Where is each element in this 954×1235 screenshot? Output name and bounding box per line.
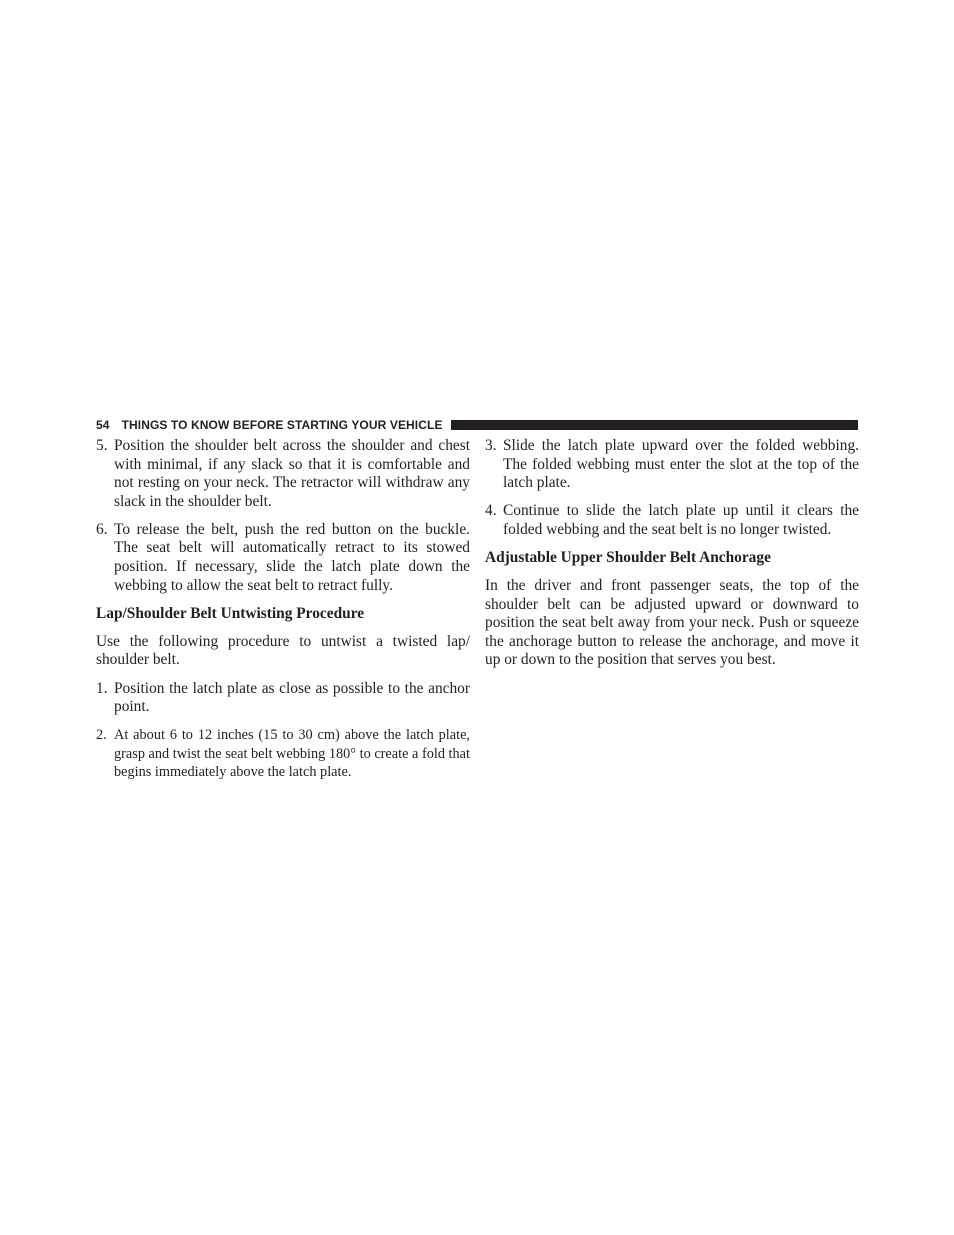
list-item-4 xyxy=(485,502,859,539)
list-item-number: 1. xyxy=(96,679,108,697)
list-item-number: 5. xyxy=(96,437,108,454)
list-item-text: Position the shoulder belt across the shoulder and chest with minimal, if any slack so that it is comfortable and not resting on your neck. The retractor will withdraw any slack in the shoulder belt. xyxy=(114,437,470,510)
list-item-6 xyxy=(96,521,470,595)
anchorage-paragraph: In the driver and front passenger seats, the top of the shoulder belt can be adjusted upward or downward to position the seat belt away from your neck. Push or squeeze the anchorage button to release the anchorage, and move it up or down to the position that serves you best. xyxy=(485,577,859,669)
header-title-block xyxy=(96,418,443,432)
list-item-number: 3. xyxy=(485,437,497,454)
page-header xyxy=(96,417,858,433)
section-heading-untwisting: Lap/Shoulder Belt Untwisting Procedure xyxy=(96,604,365,622)
list-item-text: To release the belt, push the red button on the buckle. The seat belt will automatically retract to its stowed position. If necessary, slide the latch plate down the webbing to allow the seat belt to retract fully. xyxy=(114,520,470,594)
list-item-number: 4. xyxy=(485,502,497,520)
header-rule xyxy=(451,420,858,430)
list-item-1 xyxy=(96,680,470,717)
list-item-number: 2. xyxy=(96,727,107,744)
list-item-3 xyxy=(485,437,859,493)
list-item-2 xyxy=(96,726,470,782)
right-column xyxy=(485,437,859,670)
list-item-5 xyxy=(96,437,470,511)
list-item-text: At about 6 to 12 inches (15 to 30 cm) above the latch plate, grasp and twist the seat belt webbing 180° to create a fold that begins immediately above the latch plate. xyxy=(114,727,470,781)
list-item-number: 6. xyxy=(96,520,108,538)
page-number: 54 xyxy=(96,418,110,432)
section-title: THINGS TO KNOW BEFORE STARTING YOUR VEHICLE xyxy=(121,418,443,432)
section-heading-anchorage: Adjustable Upper Shoulder Belt Anchorage xyxy=(485,548,771,566)
intro-paragraph: Use the following procedure to untwist a twisted lap/ shoulder belt. xyxy=(96,632,470,669)
list-item-text: Continue to slide the latch plate up until it clears the folded webbing and the seat belt is no longer twisted. xyxy=(503,502,859,538)
left-column xyxy=(96,437,470,782)
list-item-text: Position the latch plate as close as possible to the anchor point. xyxy=(114,679,470,716)
list-item-text: Slide the latch plate upward over the folded webbing. The folded webbing must enter the slot at the top of the latch plate. xyxy=(503,437,859,492)
